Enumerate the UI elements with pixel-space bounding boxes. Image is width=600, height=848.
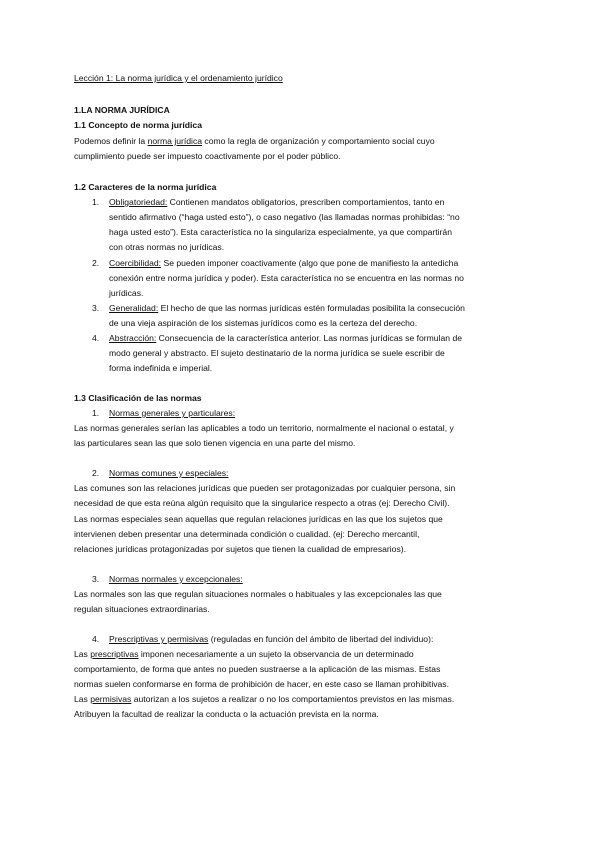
term-abstraccion: Abstracción: bbox=[109, 333, 157, 343]
subsection-heading-1-1: 1.1 Concepto de norma jurídica bbox=[74, 120, 202, 130]
list-number: 4. bbox=[92, 333, 100, 343]
list-item: Coercibilidad: Se pueden imponer coactivamente (algo que pone de manifiesto la antedicha bbox=[109, 258, 459, 268]
term-prescriptivas: prescriptivas bbox=[90, 649, 139, 659]
paragraph-line: Las prescriptivas imponen necesariamente a un sujeto la observancia de un determinado bbox=[74, 649, 414, 659]
paragraph-line: intervienen deben presentar una determinada condición o cualidad. (ej: Derecho mercantil, bbox=[74, 529, 420, 539]
paragraph-line: normas suelen conformarse en forma de prohibición de hacer, en este caso se llaman prohibitivas. bbox=[74, 679, 449, 689]
paragraph-line: regulan situaciones extraordinarias. bbox=[74, 604, 210, 614]
list-number: 2. bbox=[92, 258, 100, 268]
list-item-line: conexión entre norma jurídica y poder). Esta característica no se encuentra en las normas no bbox=[109, 273, 464, 283]
paragraph-line: Las normas generales serían las aplicables a todo un territorio, normalmente el nacional o estatal, y bbox=[74, 423, 454, 433]
list-item: Obligatoriedad: Contienen mandatos obligatorios, prescriben comportamientos, tanto en bbox=[109, 197, 445, 207]
list-item-line: sentido afirmativo (“haga usted esto”), o caso negativo (las llamadas normas prohibidas: “no bbox=[109, 212, 460, 222]
lesson-title: Lección 1: La norma jurídica y el ordenamiento jurídico bbox=[74, 73, 283, 83]
subsection-heading-1-3: 1.3 Clasificación de las normas bbox=[74, 393, 202, 403]
classification-title: Normas generales y particulares: bbox=[109, 408, 236, 418]
list-item-line: modo general y abstracto. El sujeto destinatario de la norma jurídica se suele escribir de bbox=[109, 348, 445, 358]
definition-line-2: cumplimiento puede ser impuesto coactivamente por el poder público. bbox=[74, 151, 341, 161]
list-item-line: forma indefinida e imperial. bbox=[109, 363, 213, 373]
term-coercibilidad: Coercibilidad: bbox=[109, 258, 162, 268]
term-permisivas: permisivas bbox=[90, 694, 132, 704]
list-item-line: jurídicas. bbox=[109, 288, 144, 298]
paragraph-line: Las normales son las que regulan situaciones normales o habituales y las excepcionales las que bbox=[74, 589, 442, 599]
section-heading-1: 1.LA NORMA JURÍDICA bbox=[74, 105, 170, 115]
term-norma-juridica: norma jurídica bbox=[147, 136, 203, 146]
list-number: 2. bbox=[92, 468, 100, 478]
list-item: Generalidad: El hecho de que las normas jurídicas estén formuladas posibilita la consecución bbox=[109, 303, 465, 313]
classification-title: Normas comunes y especiales: bbox=[109, 468, 229, 478]
list-item-line: con otras normas no jurídicas. bbox=[109, 242, 225, 252]
list-number: 4. bbox=[92, 634, 100, 644]
subsection-heading-1-2: 1.2 Caracteres de la norma jurídica bbox=[74, 182, 217, 192]
paragraph-line: Las normas especiales sean aquellas que regulan relaciones jurídicas en las que los sujetos que bbox=[74, 514, 443, 524]
term-prescriptivas-y-permisivas: Prescriptivas y permisivas bbox=[109, 634, 209, 644]
list-item-line: de una vieja aspiración de los sistemas jurídicos como es la certeza del derecho. bbox=[109, 318, 418, 328]
paragraph-line: Atribuyen la facultad de realizar la conducta o la actuación prevista en la norma. bbox=[74, 709, 379, 719]
list-item: Abstracción: Consecuencia de la característica anterior. Las normas jurídicas se formulan de bbox=[109, 333, 463, 343]
definition-line-1: Podemos definir la norma jurídica como la regla de organización y comportamiento social cuyo bbox=[74, 136, 435, 146]
paragraph-line: comportamiento, de forma que antes no pueden sustraerse a la aplicación de las mismas. Estas bbox=[74, 664, 441, 674]
classification-title: Normas normales y excepcionales: bbox=[109, 574, 243, 584]
paragraph-line: necesidad de que esta reúna algún requisito que la singularice respecto a otras (ej: Derecho Civil). bbox=[74, 498, 450, 508]
list-item-line: haga usted esto”). Esta característica no la singulariza especialmente, ya que compartirán bbox=[109, 227, 452, 237]
paragraph-line: Las comunes son las relaciones jurídicas que pueden ser protagonizadas por cualquier persona, sin bbox=[74, 483, 456, 493]
classification-title: Prescriptivas y permisivas (reguladas en función del ámbito de libertad del individuo): bbox=[109, 634, 434, 644]
paragraph-line: las particulares sean las que solo tienen vigencia en una parte del mismo. bbox=[74, 438, 356, 448]
term-generalidad: Generalidad: bbox=[109, 303, 159, 313]
paragraph-line: Las permisivas autorizan a los sujetos a realizar o no los comportamientos previstos en las mismas. bbox=[74, 694, 455, 704]
term-obligatoriedad: Obligatoriedad: bbox=[109, 197, 168, 207]
list-number: 3. bbox=[92, 303, 100, 313]
list-number: 1. bbox=[92, 408, 100, 418]
list-number: 3. bbox=[92, 574, 100, 584]
paragraph-line: relaciones jurídicas protagonizadas por sujetos que tienen la cualidad de empresarios). bbox=[74, 544, 407, 554]
list-number: 1. bbox=[92, 197, 100, 207]
